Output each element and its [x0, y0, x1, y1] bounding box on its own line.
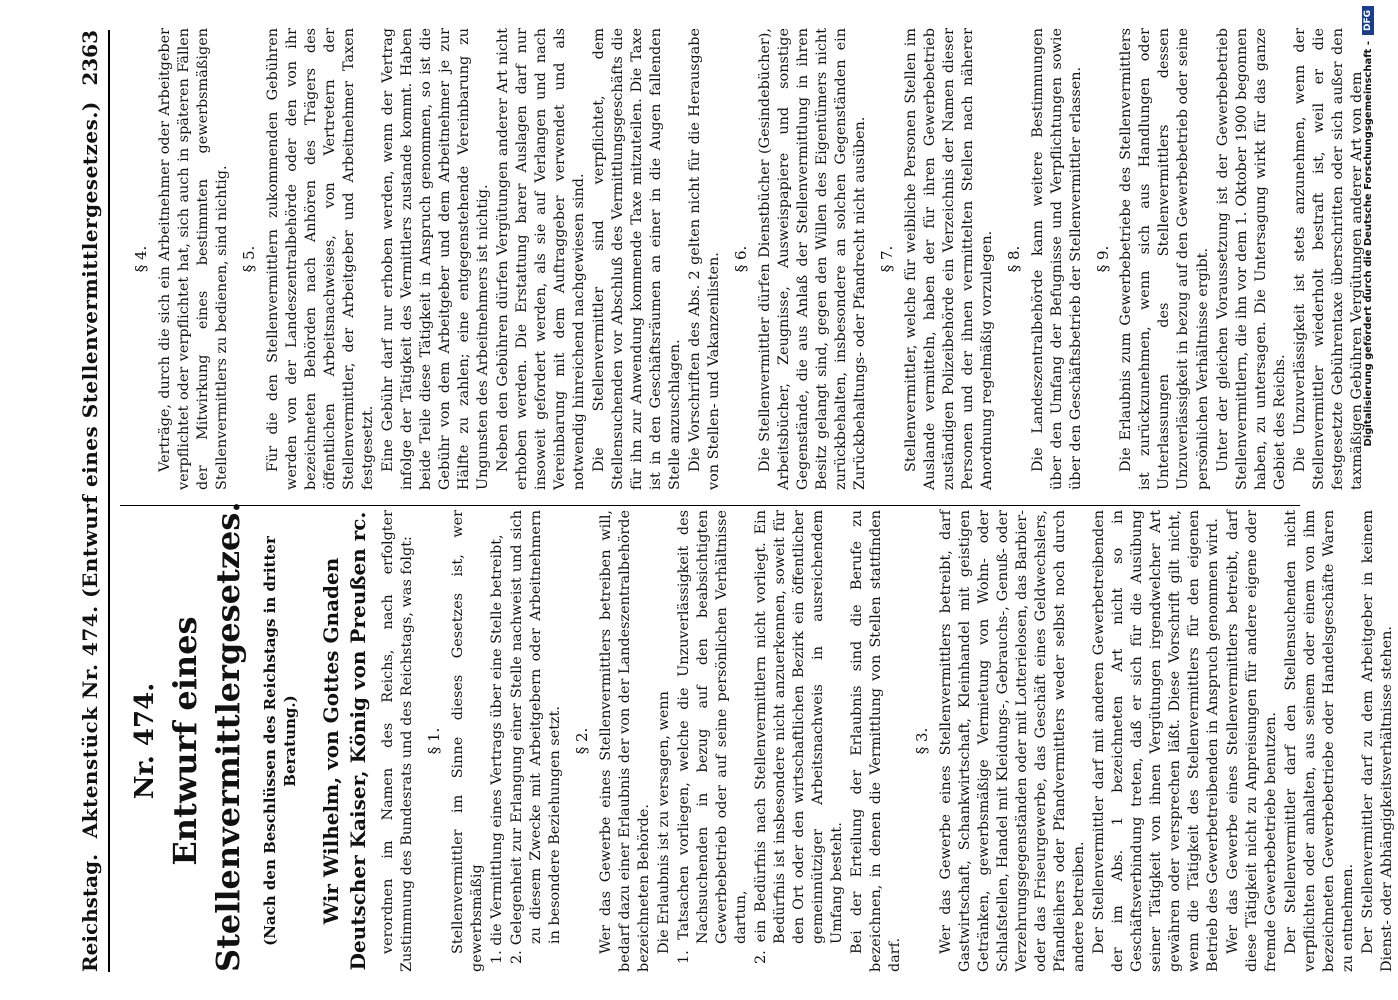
preamble-text: verordnen im Namen des Reichs, nach erfolgter Zustimmung des Bundesrats und des Reichstags, was folgt:	[380, 510, 416, 972]
section-1-heading: § 1.	[425, 727, 444, 755]
section-5-paragraph: Die Vorschriften des Abs. 2 gelten nicht für die Herausgabe von Stellen- und Vakanzenlisten.	[687, 28, 723, 490]
section-2-item-2: 2. ein Bedürfnis nach Stellenvermittlern nicht vorliegt. Ein Bedürfnis ist insbesondere nicht anzuerkennen, soweit für den Ort oder den wirtschaftlichen Bezirk ein öffentlicher gemeinnütziger Arbeitsnachweis in ausreichendem Umfang besteht.	[753, 510, 846, 964]
section-9-paragraph: Die Unzuverlässigkeit ist stets anzunehmen, wenn der Stellenvermittler wiederholt bestraft ist, weil er die festgesetzte Gebührentaxe überschritten oder sich außer den taxmäßigen Gebühren Vergütungen anderer Art von dem	[1291, 28, 1365, 490]
document-subtitle: (Nach den Beschlüssen des Reichstags in dritter Beratung.)	[260, 536, 299, 946]
section-6-heading: § 6.	[732, 245, 751, 273]
section-8-text: Die Landeszentralbehörde kann weitere Bestimmungen über den Umfang der Befugnisse und Verpflichtungen sowie über den Geschäftsbetrieb der Stellenvermittler erlassen.	[1029, 28, 1084, 490]
section-3-paragraph: Der Stellenvermittler darf zu dem Arbeitgeber in keinem Dienst- oder Abhängigkeitsverhältnisse stehen.	[1360, 510, 1396, 972]
section-6-text: Die Stellenvermittler dürfen Dienstbücher (Gesindebücher), Arbeitsbücher, Zeugnisse, Ausweispapiere und sonstige Gegenstände, die aus Anlaß der Stellenvermittlung in ihren Besitz gelangt sind, gegen den Willen des Eigentümers nicht zurückbehalten, insbesondere an solchen Gegenständen ein Zurückbehaltungs- oder Pfandrecht nicht ausüben.	[756, 28, 868, 490]
section-9-paragraph: Die Erlaubnis zum Gewerbebetriebe des Stellenvermittlers ist zurückzunehmen, wenn sich aus Handlungen oder Unterlassungen des Stellenvermittlers dessen Unzuverlässigkeit in bezug auf den Gewerbebetrieb oder seine persönlichen Verhältnisse ergibt.	[1118, 28, 1211, 490]
page-number: 2363	[78, 30, 102, 86]
header-left: Reichstag.	[78, 853, 102, 972]
section-3-paragraph: Der Stellenvermittler darf den Stellensuchenden nicht verpflichten oder anhalten, aus seinem oder einem von ihm bezeichneten Gewerbebetriebe oder Handelsgeschäfte Waren zu entnehmen.	[1283, 510, 1357, 972]
section-9-heading: § 9.	[1093, 245, 1112, 273]
digitization-notice	[1357, 6, 1379, 991]
section-7-heading: § 7.	[877, 245, 896, 273]
digitization-text: Digitalisierung gefördert durch die Deutsche Forschungsgemeinschaft -	[1362, 41, 1374, 447]
section-5-paragraph: Für die den Stellenvermittlern zukommenden Gebühren werden von der Landeszentralbehörde oder den von ihr bezeichneten Behörden nach Anhören des Trägers des öffentlichen Arbeitsnachweises, von Vertretern der Stellenvermittler, der Arbeitgeber und Arbeitnehmer Taxen festgesetzt.	[264, 28, 376, 490]
section-5-heading: § 5.	[239, 245, 258, 273]
section-1-item-2: 2. Gelegenheit zur Erlangung einer Stelle nachweist und sich zu diesem Zwecke mit Arbeitgebern oder Arbeitnehmern in besondere Beziehungen setzt.	[509, 510, 564, 964]
header-title: Aktenstück Nr. 474. (Entwurf eines Stellenvermittlergesetzes.)	[78, 101, 102, 839]
preamble-heading: Wir Wilhelm, von Gottes Gnaden Deutscher Kaiser, König von Preußen rc.	[319, 511, 370, 971]
left-column	[124, 501, 1398, 972]
dfg-logo: DFG	[1362, 6, 1374, 35]
document-number: Nr. 474.	[130, 682, 160, 800]
section-5-paragraph: Eine Gebühr darf nur erhoben werden, wenn der Vertrag infolge der Tätigkeit des Vermittlers zustande kommt. Haben beide Teile diese Tätigkeit in Anspruch genommen, so ist die Gebühr von dem Arbeitgeber und dem Arbeitnehmer je zur Hälfte zu zahlen; eine entgegenstehende Vereinbarung zu Ungunsten des Arbeitnehmers ist nichtig.	[379, 28, 491, 490]
document-title: Entwurf eines Stellenvermittlergesetzes.	[166, 501, 247, 972]
section-3-paragraph: Der Stellenvermittler darf mit anderen Gewerbetreibenden der im Abs. 1 bezeichneten Art nicht so in Geschäftsverbindung treten, daß er sich für die Ausübung seiner Tätigkeit von ihnen Vergütungen irgendwelcher Art gewähren oder versprechen läßt. Diese Vorschrift gilt nicht, wenn die Tätigkeit des Stellenvermittlers für den eigenen Betrieb des Gewerbetreibenden in Anspruch genommen wird.	[1091, 510, 1222, 972]
section-5-paragraph: Die Stellenvermittler sind verpflichtet, dem Stellensuchenden vor Abschluß des Vermittlungsgeschäfts die für ihn zur Anwendung kommende Taxe mitzuteilen. Die Taxe ist in den Geschäftsräumen an einer in die Augen fallenden Stelle anzuschlagen.	[590, 28, 683, 490]
right-column	[124, 28, 1368, 490]
page-header	[40, 30, 110, 972]
section-3-paragraph: Wer das Gewerbe eines Stellenvermittlers betreibt, darf Gastwirtschaft, Schankwirtschaft, Kleinhandel mit geistigen Getränken, gewerbsmäßige Vermietung von Wohn- oder Schlafstellen, Handel mit Kleidungs-, Gebrauchs-, Genuß- oder Verzehrungsgegenständen oder mit Lotterielosen, das Barbier- oder das Friseurgewerbe, das Geschäft eines Geldwechslers, Pfandleihers oder Pfandvermittlers weder selbst noch durch andere betreiben.	[937, 510, 1088, 972]
section-2-heading: § 2.	[573, 727, 592, 755]
section-7-text: Stellenvermittler, welche für weibliche Personen Stellen im Auslande vermitteln, haben der für ihren Gewerbebetrieb zuständigen Polizeibehörde ein Verzeichnis der Namen dieser Personen und der ihnen vermittelten Stellen nach näherer Anordnung regelmäßig vorzulegen.	[902, 28, 995, 490]
section-1-text: Stellenvermittler im Sinne dieses Gesetzes ist, wer gewerbsmäßig	[449, 510, 485, 972]
section-1-item-1: 1. die Vermittlung eines Vertrags über eine Stelle betreibt,	[489, 534, 506, 964]
section-2-paragraph: Bei der Erteilung der Erlaubnis sind die Berufe zu bezeichnen, in denen die Vermittlung von Stellen stattfinden darf.	[849, 510, 904, 972]
section-2-item-1: 1. Tatsachen vorliegen, welche die Unzuverlässigkeit des Nachsuchenden in bezug auf den beabsichtigten Gewerbebetrieb oder auf seine persönlichen Verhältnisse dartun,	[675, 510, 749, 964]
section-5-paragraph: Neben den Gebühren dürfen Vergütungen anderer Art nicht erhoben werden. Die Erstattung barer Auslagen darf nur insoweit gefordert werden, als sie auf Verlangen und nach Vereinbarung mit dem Auftraggeber verwendet und als notwendig hinreichend nachgewiesen sind.	[494, 28, 587, 490]
section-2-paragraph: Die Erlaubnis ist zu versagen, wenn	[655, 691, 672, 954]
section-3-paragraph: Wer das Gewerbe eines Stellenvermittlers betreibt, darf diese Tätigkeit nicht zu Anpreisungen für andere eigene oder fremde Gewerbebetriebe benutzen.	[1225, 510, 1280, 972]
section-3-heading: § 3.	[913, 727, 932, 755]
section-4-heading: § 4.	[132, 245, 150, 273]
section-9-paragraph: Unter der gleichen Voraussetzung ist der Gewerbebetrieb Stellenvermittlern, die ihn vor dem 1. Oktober 1900 begonnen haben, zu untersagen. Die Untersagung wirkt für das ganze Gebiet des Reichs.	[1214, 28, 1288, 490]
section-4-text: Verträge, durch die sich ein Arbeitnehmer oder Arbeitgeber verpflichtet oder verpflichtet hat, sich auch in späteren Fällen der Mitwirkung eines bestimmten gewerbsmäßigen Stellenvermittlers zu bedienen, sind nichtig.	[156, 28, 230, 490]
section-2-paragraph: Wer das Gewerbe eines Stellenvermittlers betreiben will, bedarf dazu einer Erlaubnis der von der Landeszentralbehörde bezeichneten Behörde.	[597, 510, 652, 972]
column-divider	[120, 505, 1300, 506]
section-8-heading: § 8.	[1004, 245, 1023, 273]
